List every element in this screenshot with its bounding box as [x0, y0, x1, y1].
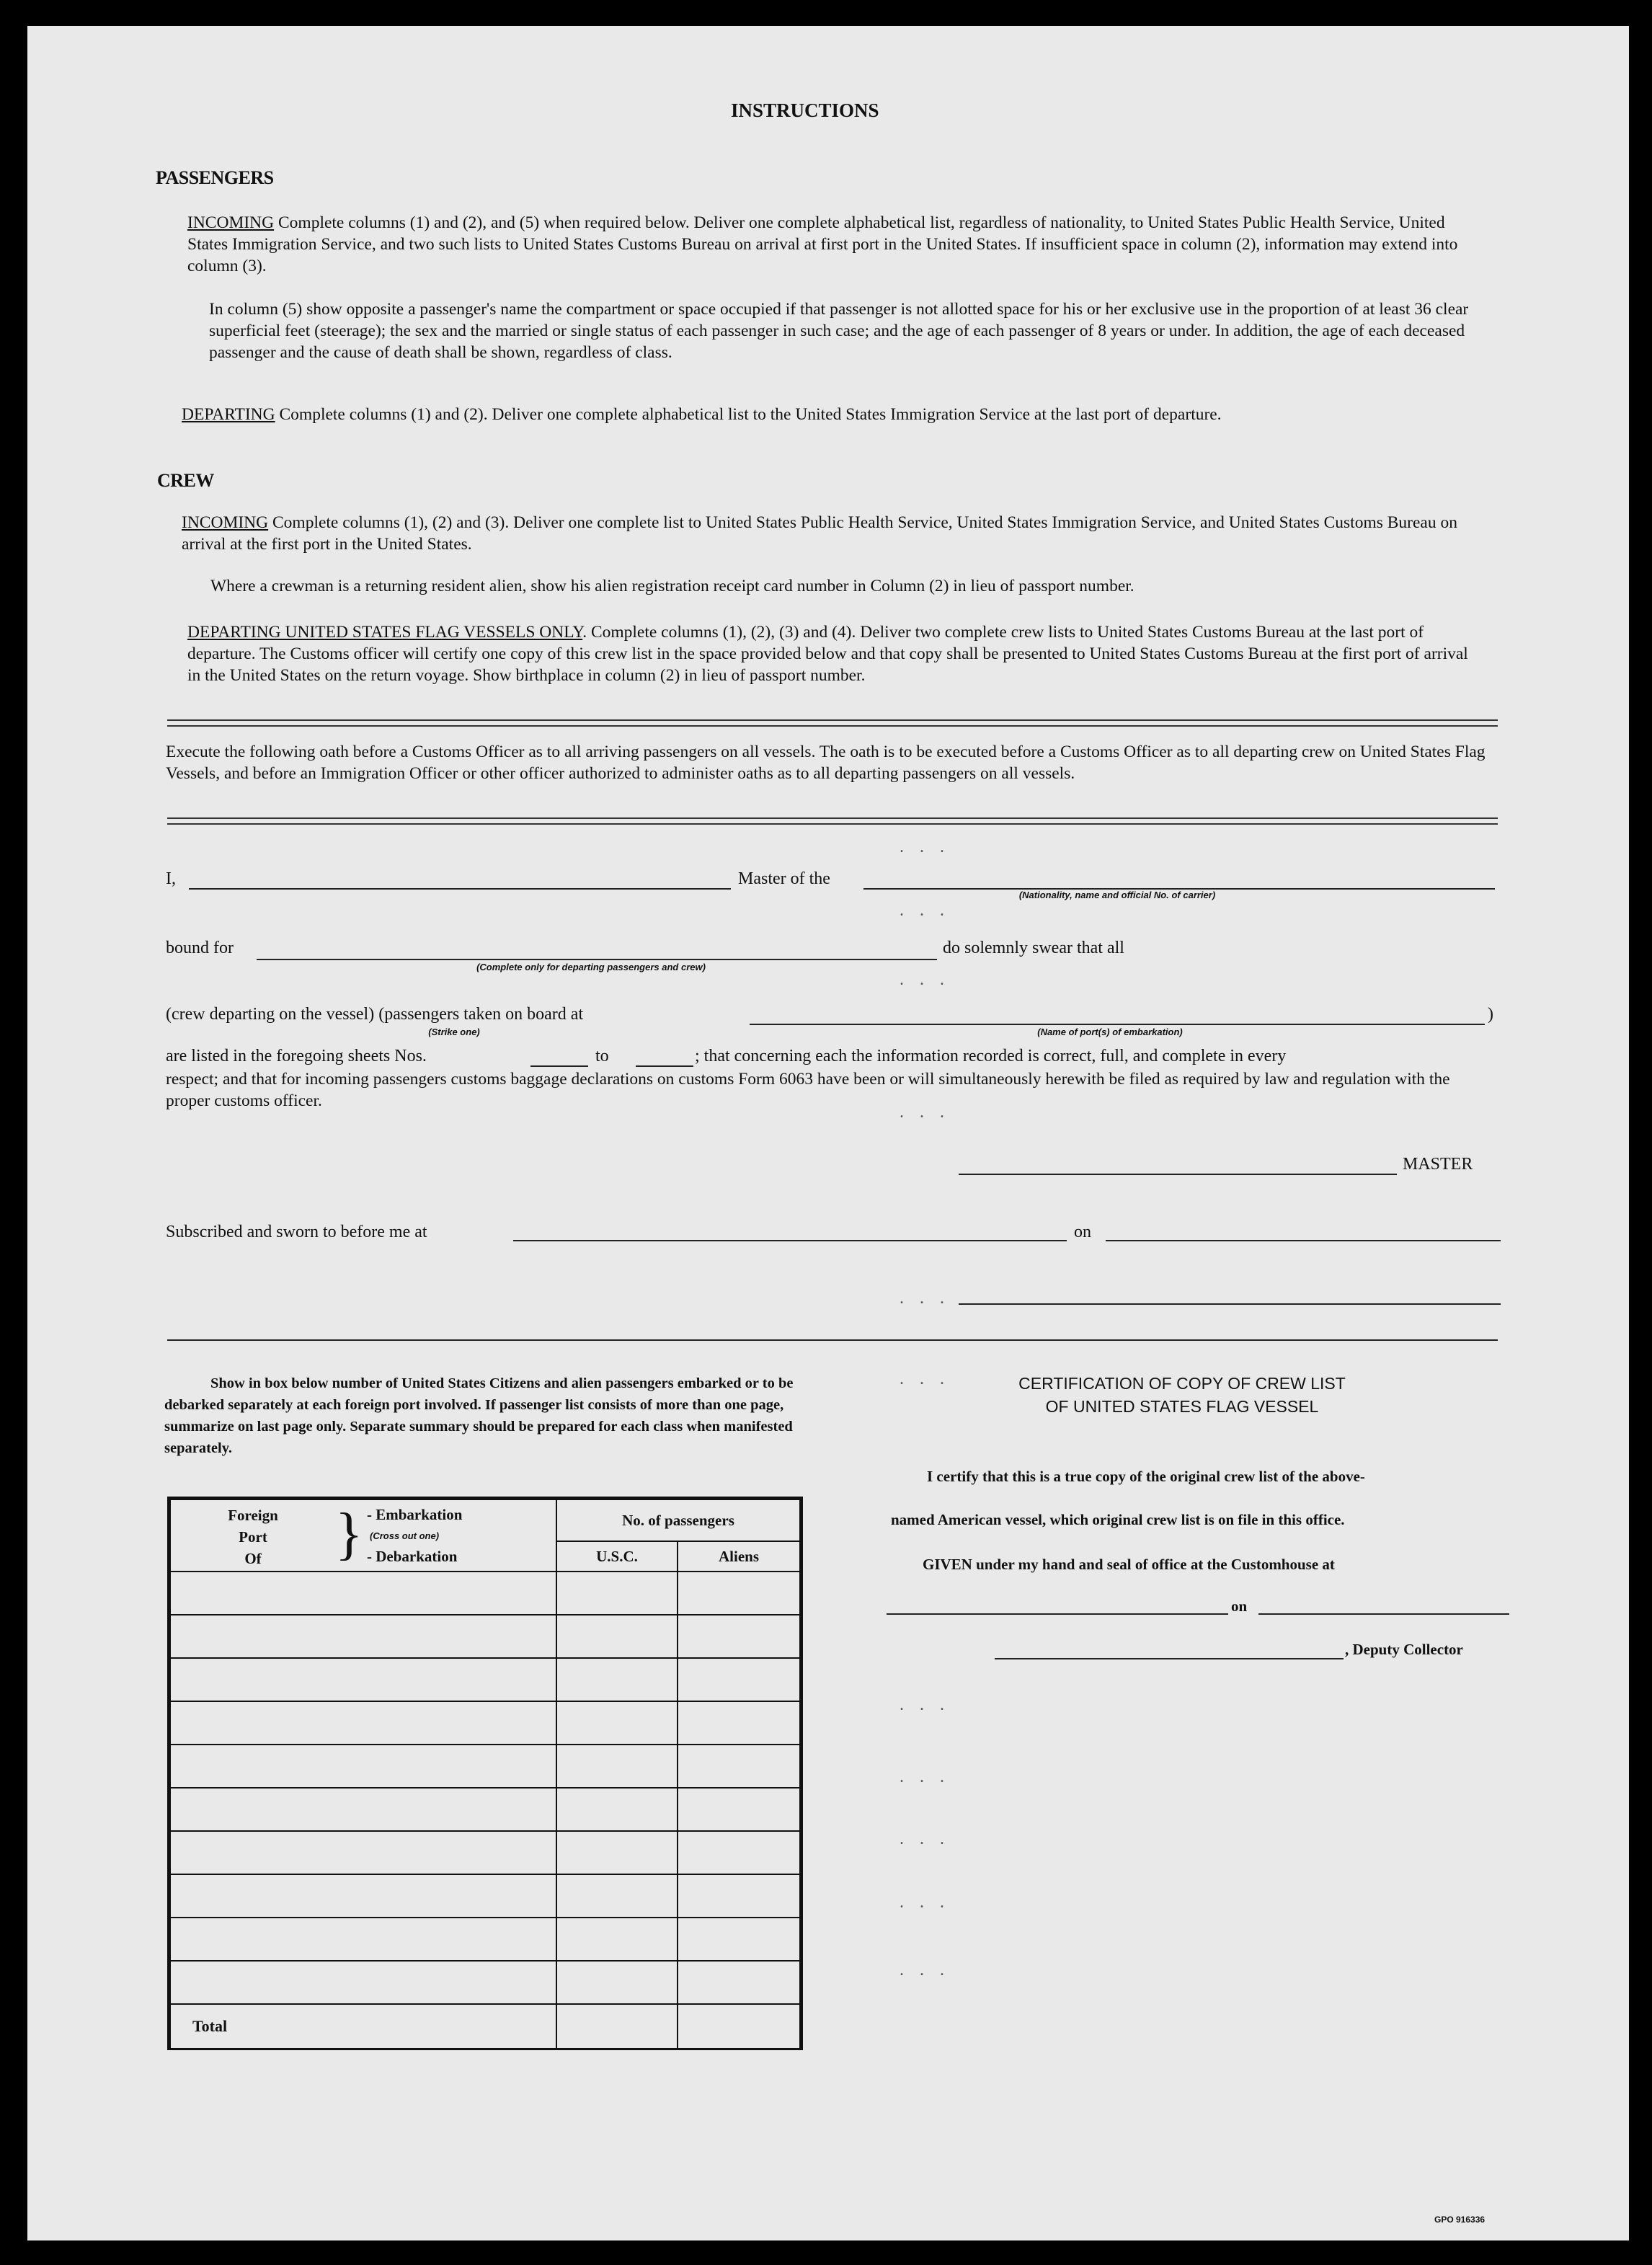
aliens-cell[interactable] [678, 1788, 800, 1831]
divider-oath [167, 817, 1498, 825]
table-row [170, 1572, 800, 1615]
crew-heading: CREW [157, 470, 214, 491]
no-of-passengers-header: No. of passengers [556, 1499, 800, 1541]
crew-incoming-paragraph [182, 512, 1472, 555]
table-row [170, 1701, 800, 1745]
crew-incoming-label: INCOMING [182, 513, 269, 532]
master-name-field[interactable] [189, 888, 731, 890]
master-label: MASTER [1403, 1155, 1473, 1174]
aliens-cell[interactable] [678, 1918, 800, 1961]
passengers-incoming-paragraph [187, 212, 1470, 277]
scan-dots: . . . [900, 901, 950, 920]
sheets-text-a: are listed in the foregoing sheets Nos. [166, 1047, 427, 1065]
certify-line-2: named American vessel, which original crew list is on file in this office. [891, 1511, 1345, 1528]
usc-cell[interactable] [556, 1788, 678, 1831]
page-title: INSTRUCTIONS [731, 99, 879, 121]
usc-header: U.S.C. [556, 1541, 678, 1572]
usc-total-cell[interactable] [556, 2004, 678, 2049]
aliens-cell[interactable] [678, 1961, 800, 2004]
port-cell[interactable] [170, 1831, 556, 1874]
passengers-incoming-label: INCOMING [187, 213, 275, 232]
usc-cell[interactable] [556, 1745, 678, 1788]
certification-heading-2: OF UNITED STATES FLAG VESSEL [1045, 1397, 1319, 1416]
aliens-cell[interactable] [678, 1874, 800, 1918]
subscribed-date-field[interactable] [1106, 1240, 1501, 1241]
aliens-total-cell[interactable] [678, 2004, 800, 2049]
passengers-departing-text: Complete columns (1) and (2). Deliver one complete alphabetical list to the United States Immigration Service at the last port of departure. [275, 405, 1222, 424]
sheets-to-label: to [595, 1047, 609, 1065]
scan-dots: . . . [900, 838, 950, 856]
total-label: Total [192, 2017, 228, 2035]
table-row [170, 1961, 800, 2004]
master-of-label: Master of the [738, 869, 830, 888]
officer-signature-field[interactable] [959, 1303, 1501, 1305]
aliens-cell[interactable] [678, 1831, 800, 1874]
crew-departing-label: DEPARTING UNITED STATES FLAG VESSELS ONLY [187, 623, 583, 642]
table-row [170, 1615, 800, 1658]
oath-intro: Execute the following oath before a Customs Officer as to all arriving passengers on all vessels. The oath is to be executed before a Customs Officer as to all departing crew on United States Flag Vessels, and before an Immigration Officer or other officer authorized to administer oaths as to all departing passengers on all vessels. [166, 743, 1486, 783]
subscribed-label: Subscribed and sworn to before me at [166, 1223, 427, 1241]
aliens-cell[interactable] [678, 1701, 800, 1745]
table-row [170, 1918, 800, 1961]
scan-dots: . . . [900, 1830, 950, 1848]
customhouse-field[interactable] [887, 1613, 1228, 1615]
port-cell[interactable] [170, 1788, 556, 1831]
certification-date-field[interactable] [1258, 1613, 1509, 1615]
column5-paragraph: In column (5) show opposite a passenger's name the compartment or space occupied if that passenger is not allotted space for his or her exclusive use in the proportion of at least 36 clear superficial feet (steerage); the sex and the married or single status of each passenger in such case; and the age of each passenger of 8 years or under. In addition, the age of each deceased passenger and the cause of death shall be shown, regardless of class. [209, 300, 1469, 362]
cross-out-caption: (Cross out one) [370, 1530, 440, 1541]
i-label: I, [166, 869, 176, 888]
close-paren: ) [1488, 1005, 1493, 1024]
usc-cell[interactable] [556, 1831, 678, 1874]
port-cell[interactable] [170, 1918, 556, 1961]
scan-dots: . . . [900, 1961, 950, 1980]
scan-dots: . . . [900, 1103, 950, 1122]
table-row [170, 1831, 800, 1874]
scan-dots: . . . [900, 1289, 950, 1308]
deputy-collector-signature-field[interactable] [995, 1658, 1344, 1659]
debarkation-label: - Debarkation [367, 1548, 458, 1565]
aliens-cell[interactable] [678, 1658, 800, 1701]
summary-grid [169, 1499, 801, 2049]
bound-for-label: bound for [166, 939, 234, 957]
strike-caption: (Strike one) [428, 1027, 480, 1037]
port-cell[interactable] [170, 1745, 556, 1788]
ports-caption: (Name of port(s) of embarkation) [1037, 1027, 1183, 1037]
usc-cell[interactable] [556, 1658, 678, 1701]
port-cell[interactable] [170, 1615, 556, 1658]
port-cell[interactable] [170, 1874, 556, 1918]
certification-on-label: on [1231, 1597, 1248, 1615]
divider-top [167, 719, 1498, 727]
total-row [170, 2004, 800, 2049]
scan-dots: . . . [900, 970, 950, 989]
aliens-cell[interactable] [678, 1745, 800, 1788]
scan-dots: . . . [900, 1768, 950, 1786]
port-cell[interactable] [170, 1572, 556, 1615]
passengers-departing-paragraph [182, 404, 1472, 425]
subscribed-on-label: on [1074, 1223, 1091, 1241]
master-signature-field[interactable] [959, 1174, 1397, 1175]
bound-for-field[interactable] [257, 959, 937, 960]
carrier-caption: (Nationality, name and official No. of carrier) [1018, 890, 1216, 900]
passengers-incoming-text: Complete columns (1) and (2), and (5) when required below. Deliver one complete alphabetical list, regardless of nationality, to United States Public Health Service, United States Immigration Service, and two such lists to United States Customs Bureau on arrival at first port in the United States. If insufficient space in column (2), information may extend into column (3). [187, 213, 1458, 275]
crew-resident-paragraph: Where a crewman is a returning resident alien, show his alien registration receipt card number in Column (2) in lieu of passport number. [210, 577, 1134, 595]
table-row [170, 1658, 800, 1701]
usc-cell[interactable] [556, 1918, 678, 1961]
passenger-summary-table [167, 1497, 803, 2050]
passengers-heading: PASSENGERS [156, 167, 274, 188]
subscribed-place-field[interactable] [513, 1240, 1067, 1241]
passengers-departing-label: DEPARTING [182, 405, 275, 424]
port-label: Port [239, 1528, 267, 1546]
scan-dots: . . . [900, 1370, 950, 1388]
foreign-label: Foreign [228, 1507, 278, 1524]
certify-line-1: I certify that this is a true copy of the original crew list of the above- [927, 1468, 1365, 1485]
port-cell[interactable] [170, 1961, 556, 2004]
usc-cell[interactable] [556, 1961, 678, 2004]
brace-icon: } [335, 1502, 363, 1566]
divider-bottom [167, 1339, 1498, 1341]
usc-cell[interactable] [556, 1874, 678, 1918]
total-label-cell [170, 2004, 556, 2049]
port-header-cell [170, 1499, 556, 1572]
table-row [170, 1788, 800, 1831]
port-cell[interactable] [170, 1701, 556, 1745]
port-cell[interactable] [170, 1658, 556, 1701]
usc-cell[interactable] [556, 1615, 678, 1658]
certification-heading-1: CERTIFICATION OF COPY OF CREW LIST [1018, 1374, 1346, 1393]
table-row [170, 1745, 800, 1788]
aliens-cell[interactable] [678, 1615, 800, 1658]
crew-incoming-text: Complete columns (1), (2) and (3). Deliver one complete list to United States Public Health Service, United States Immigration Service, and United States Customs Bureau on arrival at the first port in the United States. [182, 513, 1457, 554]
sheets-from-field[interactable] [530, 1065, 588, 1067]
ports-field[interactable] [750, 1024, 1485, 1025]
given-line: GIVEN under my hand and seal of office at the Customhouse at [923, 1556, 1335, 1573]
gpo-number: GPO 916336 [1434, 2215, 1486, 2225]
usc-cell[interactable] [556, 1572, 678, 1615]
crew-departing-paragraph [187, 621, 1472, 686]
deputy-collector-label: , Deputy Collector [1345, 1641, 1463, 1658]
sheets-text-b: ; that concerning each the information recorded is correct, full, and complete in every [695, 1047, 1287, 1065]
usc-cell[interactable] [556, 1701, 678, 1745]
table-row [170, 1874, 800, 1918]
aliens-header: Aliens [678, 1541, 800, 1572]
of-label: Of [244, 1550, 262, 1567]
crew-passengers-label: (crew departing on the vessel) (passengers taken on board at [166, 1005, 584, 1024]
sheets-to-field[interactable] [636, 1065, 693, 1067]
bound-caption: (Complete only for departing passengers and crew) [476, 962, 706, 972]
scan-dots: . . . [900, 1893, 950, 1912]
summary-instructions: Show in box below number of United States Citizens and alien passengers embarked or to be debarked separately at each foreign port involved. If passenger list consists of more than one page, summarize on last page only. Separate summary should be prepared for each class when manifested separately. [164, 1375, 794, 1456]
sheets-text-c: respect; and that for incoming passengers customs baggage declarations on customs Form 6063 have been or will simultaneously herewith be filed as required by law and regulation with the proper customs officer. [166, 1070, 1450, 1110]
aliens-cell[interactable] [678, 1572, 800, 1615]
embarkation-label: - Embarkation [367, 1506, 463, 1523]
swear-label: do solemnly swear that all [943, 939, 1124, 957]
crew-departing-text: . Complete columns (1), (2), (3) and (4). Deliver two complete crew lists to United States Customs Bureau at the last port of departure. The Customs officer will certify one copy of this crew list in the space provided below and that copy shall be presented to United States Customs Bureau at the first port of arrival in the United States on the return voyage. Show birthplace in column (2) in lieu of passport number. [187, 623, 1468, 685]
scan-dots: . . . [900, 1696, 950, 1714]
